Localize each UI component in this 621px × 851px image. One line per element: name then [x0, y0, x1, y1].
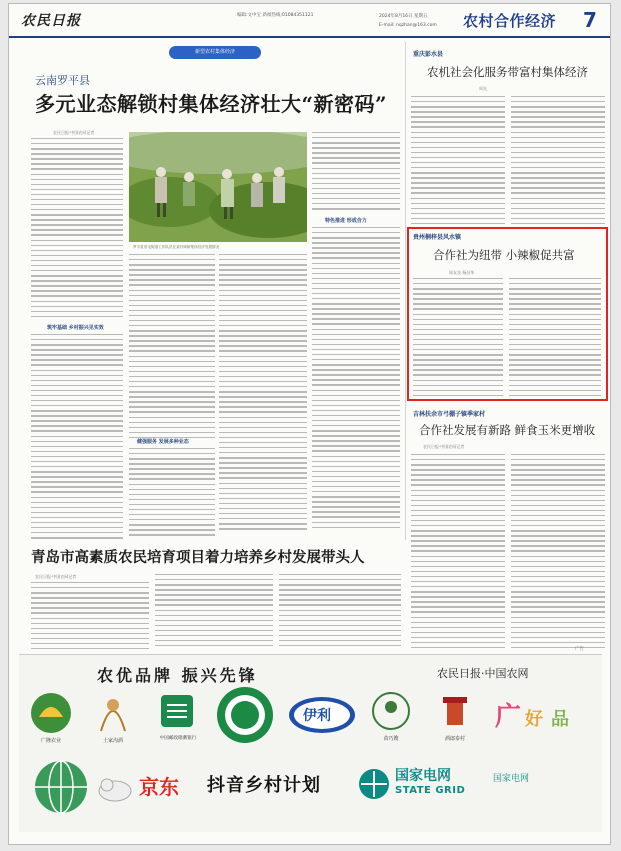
yili-wordmark: 伊利 — [303, 708, 331, 724]
svg-text:广: 广 — [495, 702, 522, 732]
right-article-2-kicker: 贵州桐梓县风水镇 — [413, 234, 462, 241]
article-subtitle: 云南罗平县 — [35, 74, 90, 87]
article-column-2 — [129, 254, 215, 442]
ad-tag: 广告 — [575, 647, 584, 652]
guanghuo-logo — [491, 695, 591, 739]
advertisement — [19, 647, 602, 832]
bottom-article-byline: 农民日报·中国农网记者 — [35, 574, 77, 579]
ad-logo-label-6: 苗巧嫂 — [383, 736, 399, 742]
article-column-2b — [129, 448, 215, 539]
article-column-3 — [219, 254, 307, 533]
svg-text:好: 好 — [525, 709, 543, 730]
jd-dog-icon — [95, 773, 135, 807]
guanglong-logo — [29, 691, 73, 739]
right-article-2-col-b — [509, 278, 601, 400]
douyin-rural-logo: 抖音乡村计划 — [207, 775, 321, 796]
right-article-1-col-b — [511, 96, 605, 228]
state-grid-cn: 国家电网 — [395, 768, 451, 784]
article-column-4b — [312, 227, 400, 532]
article-headline: 多元业态解锁村集体经济壮大“新密码” — [35, 92, 388, 116]
bottom-article-col-3 — [279, 574, 401, 650]
ad-logo-label-7: 酒郎泰村 — [444, 736, 465, 742]
article-column-1b — [31, 334, 123, 542]
article-subhead-3: 特色推进 形成合力 — [325, 218, 367, 224]
article-column-1 — [31, 138, 123, 321]
state-grid-en: STATE GRID — [395, 785, 466, 796]
section-pill: 新型农村集体经济 — [169, 46, 261, 59]
bottom-article-col-1 — [31, 582, 149, 653]
yili-logo — [287, 695, 357, 739]
editor-email: E-mail: nqzhan@163.com — [379, 23, 437, 28]
page-header — [9, 4, 611, 38]
tujiagou-logo — [93, 691, 133, 739]
newspaper-page — [8, 3, 611, 845]
article-photo — [129, 132, 307, 242]
state-grid-icon — [357, 767, 391, 805]
article-subhead-1: 筑牢基础 乡村振兴见实效 — [47, 325, 104, 331]
ad-logo-label-1: 广隆农业 — [40, 738, 61, 744]
right-article-2-byline: 周友良 杨昌华 — [449, 270, 475, 275]
right-article-1-byline: 周先 — [479, 86, 487, 91]
editor-info: 编辑:文中宝 新闻热线:01084351121 — [237, 13, 314, 18]
jiulang-logo — [435, 691, 475, 735]
page-number: 7 — [583, 8, 597, 32]
right-article-2-title: 合作社为纽带 小辣椒促共富 — [433, 248, 575, 262]
right-article-3-title: 合作社发展有新路 鲜食玉米更增收 — [419, 423, 596, 437]
article-column-4 — [312, 132, 400, 213]
ad-logo-label-2: 土家沟酒 — [102, 738, 123, 744]
bottom-article-title: 青岛市高素质农民培育项目着力培养乡村发展带头人 — [31, 549, 365, 566]
bottom-article-col-2 — [155, 574, 273, 650]
section-title: 农村合作经济 — [463, 12, 557, 30]
postal-bank-logo — [157, 691, 197, 735]
right-article-3-col-b — [511, 454, 605, 652]
newspaper-logo: 农民日报 — [21, 13, 81, 29]
ad-slogan: 农优品牌 振兴先锋 — [97, 666, 258, 685]
right-article-1-kicker: 重庆彭水县 — [413, 51, 444, 58]
emblem-logo — [215, 685, 275, 749]
jd-logo: 京东 — [139, 775, 179, 799]
right-article-2-col-a — [413, 278, 503, 400]
issue-date: 2024年8月16日 星期五 — [379, 14, 428, 19]
right-article-1-title: 农机社会化服务带富村集体经济 — [427, 65, 588, 79]
state-grid-small: 国家电网 — [493, 774, 530, 784]
article-byline: 农民日报·中国农网记者 — [53, 130, 95, 135]
ad-publisher: 农民日报·中国农网 — [437, 667, 529, 680]
right-article-3-byline: 农民日报·中国农网记者 — [423, 444, 465, 449]
svg-text:品: 品 — [551, 709, 569, 730]
photo-caption: 罗平县旧屯街道工作队员在某村调研集体经济发展情况 — [133, 245, 220, 249]
right-article-3-col-a — [411, 454, 505, 652]
right-article-1-col-a — [411, 96, 505, 228]
miaoqiaosao-logo — [371, 691, 411, 735]
ad-logo-label-3: 中国邮政储蓄银行 — [159, 736, 197, 741]
column-divider — [405, 42, 406, 540]
article-subhead-2: 健强服务 发展多种业态 — [137, 439, 189, 445]
globe-logo — [33, 759, 89, 819]
right-article-3-kicker: 吉林扶余市弓棚子镇季家村 — [413, 411, 486, 418]
